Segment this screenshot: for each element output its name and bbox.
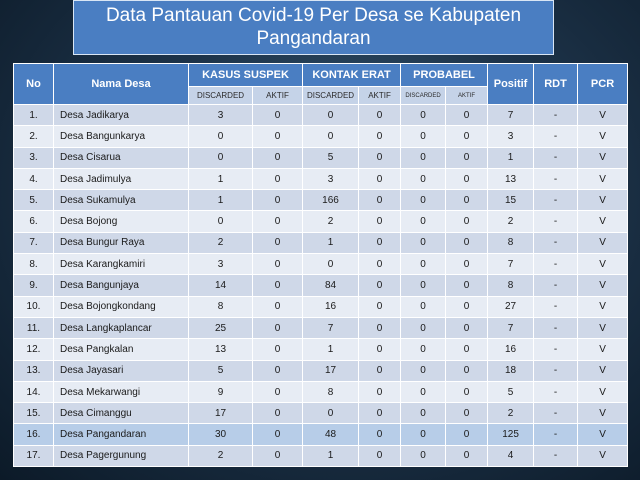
header-probabel: PROBABEL: [401, 64, 488, 87]
cell-positif: 16: [488, 339, 534, 360]
cell-kontak-erat-aktif: 0: [359, 126, 401, 147]
cell-no: 1.: [14, 105, 54, 126]
cell-probabel-aktif: 0: [446, 360, 488, 381]
cell-kasus-suspek-aktif: 0: [253, 339, 303, 360]
cell-pcr: V: [578, 211, 628, 232]
cell-pcr: V: [578, 232, 628, 253]
cell-kontak-erat-discarded: 1: [303, 339, 359, 360]
subheader-discarded: DISCARDED: [189, 87, 253, 105]
cell-rdt: -: [534, 424, 578, 445]
cell-kontak-erat-discarded: 5: [303, 147, 359, 168]
cell-positif: 5: [488, 381, 534, 402]
cell-probabel-aktif: 0: [446, 105, 488, 126]
cell-positif: 27: [488, 296, 534, 317]
cell-rdt: -: [534, 232, 578, 253]
cell-probabel-discarded: 0: [401, 147, 446, 168]
cell-no: 8.: [14, 254, 54, 275]
table-row: [14, 232, 628, 253]
cell-probabel-discarded: 0: [401, 168, 446, 189]
cell-kasus-suspek-aktif: 0: [253, 445, 303, 466]
cell-kasus-suspek-discarded: 2: [189, 232, 253, 253]
cell-positif: 125: [488, 424, 534, 445]
cell-kontak-erat-aktif: 0: [359, 445, 401, 466]
cell-kasus-suspek-discarded: 14: [189, 275, 253, 296]
cell-no: 5.: [14, 190, 54, 211]
cell-no: 14.: [14, 381, 54, 402]
subheader-discarded: DISCARDED: [401, 87, 446, 105]
cell-kontak-erat-discarded: 0: [303, 403, 359, 424]
cell-pcr: V: [578, 147, 628, 168]
table-row: [14, 339, 628, 360]
cell-rdt: -: [534, 339, 578, 360]
cell-probabel-aktif: 0: [446, 168, 488, 189]
cell-kontak-erat-aktif: 0: [359, 424, 401, 445]
cell-kasus-suspek-discarded: 1: [189, 168, 253, 189]
cell-rdt: -: [534, 126, 578, 147]
cell-nama-desa: Desa Karangkamiri: [54, 254, 189, 275]
cell-kasus-suspek-aktif: 0: [253, 360, 303, 381]
cell-rdt: -: [534, 360, 578, 381]
cell-no: 2.: [14, 126, 54, 147]
cell-kontak-erat-discarded: 0: [303, 126, 359, 147]
cell-kontak-erat-aktif: 0: [359, 317, 401, 338]
cell-no: 4.: [14, 168, 54, 189]
cell-probabel-discarded: 0: [401, 126, 446, 147]
cell-kasus-suspek-aktif: 0: [253, 254, 303, 275]
cell-kasus-suspek-discarded: 0: [189, 126, 253, 147]
header-no: No: [14, 64, 54, 105]
page-title: [73, 0, 554, 55]
table-row: [14, 445, 628, 466]
cell-nama-desa: Desa Bungur Raya: [54, 232, 189, 253]
cell-probabel-discarded: 0: [401, 275, 446, 296]
cell-nama-desa: Desa Bojongkondang: [54, 296, 189, 317]
cell-no: 13.: [14, 360, 54, 381]
cell-pcr: V: [578, 254, 628, 275]
cell-probabel-discarded: 0: [401, 232, 446, 253]
cell-positif: 3: [488, 126, 534, 147]
cell-rdt: -: [534, 317, 578, 338]
cell-kontak-erat-aktif: 0: [359, 232, 401, 253]
cell-probabel-discarded: 0: [401, 403, 446, 424]
cell-pcr: V: [578, 424, 628, 445]
cell-no: 12.: [14, 339, 54, 360]
cell-kasus-suspek-aktif: 0: [253, 211, 303, 232]
cell-probabel-discarded: 0: [401, 211, 446, 232]
table-row: [14, 147, 628, 168]
cell-kasus-suspek-aktif: 0: [253, 168, 303, 189]
cell-kasus-suspek-aktif: 0: [253, 105, 303, 126]
cell-rdt: -: [534, 190, 578, 211]
cell-positif: 8: [488, 232, 534, 253]
table-row: [14, 105, 628, 126]
header-kasus-suspek: KASUS SUSPEK: [189, 64, 303, 87]
cell-probabel-aktif: 0: [446, 211, 488, 232]
table-row: [14, 403, 628, 424]
table-row: [14, 381, 628, 402]
cell-no: 9.: [14, 275, 54, 296]
cell-nama-desa: Desa Jadikarya: [54, 105, 189, 126]
cell-kontak-erat-discarded: 2: [303, 211, 359, 232]
cell-probabel-aktif: 0: [446, 381, 488, 402]
cell-kasus-suspek-aktif: 0: [253, 147, 303, 168]
cell-nama-desa: Desa Pangkalan: [54, 339, 189, 360]
cell-no: 6.: [14, 211, 54, 232]
table-row: [14, 211, 628, 232]
cell-rdt: -: [534, 296, 578, 317]
cell-pcr: V: [578, 403, 628, 424]
cell-kasus-suspek-aktif: 0: [253, 424, 303, 445]
table-row: [14, 126, 628, 147]
cell-kontak-erat-aktif: 0: [359, 147, 401, 168]
cell-kontak-erat-discarded: 0: [303, 254, 359, 275]
cell-kontak-erat-discarded: 8: [303, 381, 359, 402]
cell-rdt: -: [534, 275, 578, 296]
cell-kontak-erat-aktif: 0: [359, 275, 401, 296]
table-row: [14, 317, 628, 338]
cell-kontak-erat-aktif: 0: [359, 339, 401, 360]
cell-rdt: -: [534, 254, 578, 275]
cell-rdt: -: [534, 445, 578, 466]
cell-kasus-suspek-discarded: 5: [189, 360, 253, 381]
cell-kasus-suspek-discarded: 8: [189, 296, 253, 317]
cell-kontak-erat-discarded: 17: [303, 360, 359, 381]
cell-kontak-erat-discarded: 0: [303, 105, 359, 126]
cell-kasus-suspek-aktif: 0: [253, 296, 303, 317]
cell-probabel-aktif: 0: [446, 147, 488, 168]
cell-pcr: V: [578, 275, 628, 296]
header-nama-desa: Nama Desa: [54, 64, 189, 105]
cell-positif: 2: [488, 403, 534, 424]
cell-kasus-suspek-discarded: 17: [189, 403, 253, 424]
table-row: [14, 254, 628, 275]
cell-pcr: V: [578, 105, 628, 126]
cell-kontak-erat-discarded: 7: [303, 317, 359, 338]
cell-pcr: V: [578, 381, 628, 402]
cell-rdt: -: [534, 381, 578, 402]
cell-probabel-discarded: 0: [401, 339, 446, 360]
cell-kontak-erat-discarded: 3: [303, 168, 359, 189]
subheader-aktif: AKTIF: [253, 87, 303, 105]
cell-pcr: V: [578, 445, 628, 466]
cell-no: 16.: [14, 424, 54, 445]
cell-pcr: V: [578, 339, 628, 360]
cell-kasus-suspek-discarded: 0: [189, 147, 253, 168]
cell-nama-desa: Desa Jadimulya: [54, 168, 189, 189]
cell-pcr: V: [578, 190, 628, 211]
cell-nama-desa: Desa Sukamulya: [54, 190, 189, 211]
cell-kontak-erat-discarded: 84: [303, 275, 359, 296]
cell-probabel-discarded: 0: [401, 317, 446, 338]
header-positif: Positif: [488, 64, 534, 105]
cell-probabel-aktif: 0: [446, 317, 488, 338]
cell-rdt: -: [534, 147, 578, 168]
cell-nama-desa: Desa Pagergunung: [54, 445, 189, 466]
cell-rdt: -: [534, 168, 578, 189]
cell-pcr: V: [578, 168, 628, 189]
cell-nama-desa: Desa Bojong: [54, 211, 189, 232]
cell-kontak-erat-discarded: 1: [303, 445, 359, 466]
cell-nama-desa: Desa Cisarua: [54, 147, 189, 168]
cell-positif: 7: [488, 254, 534, 275]
cell-kontak-erat-aktif: 0: [359, 254, 401, 275]
cell-kasus-suspek-discarded: 9: [189, 381, 253, 402]
table-row: [14, 275, 628, 296]
cell-nama-desa: Desa Mekarwangi: [54, 381, 189, 402]
header-rdt: RDT: [534, 64, 578, 105]
cell-nama-desa: Desa Cimanggu: [54, 403, 189, 424]
cell-kontak-erat-aktif: 0: [359, 403, 401, 424]
subheader-aktif: AKTIF: [446, 87, 488, 105]
cell-kasus-suspek-aktif: 0: [253, 126, 303, 147]
cell-probabel-aktif: 0: [446, 190, 488, 211]
cell-kasus-suspek-aktif: 0: [253, 232, 303, 253]
cell-kontak-erat-discarded: 1: [303, 232, 359, 253]
cell-positif: 18: [488, 360, 534, 381]
cell-no: 10.: [14, 296, 54, 317]
table-row: [14, 424, 628, 445]
cell-probabel-discarded: 0: [401, 254, 446, 275]
cell-kontak-erat-discarded: 16: [303, 296, 359, 317]
header-pcr: PCR: [578, 64, 628, 105]
cell-pcr: V: [578, 317, 628, 338]
cell-positif: 15: [488, 190, 534, 211]
cell-nama-desa: Desa Pangandaran: [54, 424, 189, 445]
cell-probabel-discarded: 0: [401, 190, 446, 211]
cell-pcr: V: [578, 296, 628, 317]
cell-probabel-discarded: 0: [401, 381, 446, 402]
table-row: [14, 168, 628, 189]
cell-positif: 1: [488, 147, 534, 168]
cell-kasus-suspek-discarded: 13: [189, 339, 253, 360]
cell-probabel-aktif: 0: [446, 254, 488, 275]
cell-kontak-erat-discarded: 166: [303, 190, 359, 211]
subheader-aktif: AKTIF: [359, 87, 401, 105]
cell-kasus-suspek-aktif: 0: [253, 403, 303, 424]
cell-kontak-erat-aktif: 0: [359, 168, 401, 189]
cell-pcr: V: [578, 360, 628, 381]
cell-no: 15.: [14, 403, 54, 424]
cell-positif: 7: [488, 105, 534, 126]
table-row: [14, 296, 628, 317]
cell-kasus-suspek-aktif: 0: [253, 317, 303, 338]
cell-kasus-suspek-discarded: 1: [189, 190, 253, 211]
cell-nama-desa: Desa Bangunkarya: [54, 126, 189, 147]
cell-kasus-suspek-aktif: 0: [253, 275, 303, 296]
cell-probabel-discarded: 0: [401, 296, 446, 317]
table-row: [14, 190, 628, 211]
cell-positif: 2: [488, 211, 534, 232]
cell-nama-desa: Desa Langkaplancar: [54, 317, 189, 338]
subheader-discarded: DISCARDED: [303, 87, 359, 105]
cell-rdt: -: [534, 403, 578, 424]
cell-kasus-suspek-discarded: 2: [189, 445, 253, 466]
cell-kasus-suspek-discarded: 3: [189, 105, 253, 126]
cell-rdt: -: [534, 105, 578, 126]
cell-probabel-discarded: 0: [401, 445, 446, 466]
cell-kasus-suspek-discarded: 3: [189, 254, 253, 275]
cell-probabel-aktif: 0: [446, 424, 488, 445]
table-body: [14, 105, 628, 467]
cell-probabel-aktif: 0: [446, 445, 488, 466]
cell-positif: 7: [488, 317, 534, 338]
cell-probabel-aktif: 0: [446, 232, 488, 253]
cell-kontak-erat-discarded: 48: [303, 424, 359, 445]
cell-positif: 4: [488, 445, 534, 466]
cell-kasus-suspek-discarded: 0: [189, 211, 253, 232]
cell-no: 17.: [14, 445, 54, 466]
cell-kontak-erat-aktif: 0: [359, 360, 401, 381]
cell-probabel-aktif: 0: [446, 275, 488, 296]
cell-kasus-suspek-discarded: 30: [189, 424, 253, 445]
cell-probabel-discarded: 0: [401, 424, 446, 445]
table-row: [14, 360, 628, 381]
cell-kontak-erat-aktif: 0: [359, 381, 401, 402]
cell-nama-desa: Desa Bangunjaya: [54, 275, 189, 296]
cell-kontak-erat-aktif: 0: [359, 190, 401, 211]
covid-data-table: [13, 63, 628, 467]
cell-kontak-erat-aktif: 0: [359, 211, 401, 232]
cell-positif: 13: [488, 168, 534, 189]
cell-positif: 8: [488, 275, 534, 296]
cell-kasus-suspek-aktif: 0: [253, 381, 303, 402]
cell-kasus-suspek-aktif: 0: [253, 190, 303, 211]
cell-probabel-aktif: 0: [446, 296, 488, 317]
cell-no: 11.: [14, 317, 54, 338]
cell-probabel-discarded: 0: [401, 360, 446, 381]
cell-kasus-suspek-discarded: 25: [189, 317, 253, 338]
cell-kontak-erat-aktif: 0: [359, 105, 401, 126]
cell-probabel-aktif: 0: [446, 126, 488, 147]
cell-probabel-aktif: 0: [446, 339, 488, 360]
cell-no: 3.: [14, 147, 54, 168]
cell-pcr: V: [578, 126, 628, 147]
header-kontak-erat: KONTAK ERAT: [303, 64, 401, 87]
cell-probabel-discarded: 0: [401, 105, 446, 126]
cell-rdt: -: [534, 211, 578, 232]
cell-nama-desa: Desa Jayasari: [54, 360, 189, 381]
cell-kontak-erat-aktif: 0: [359, 296, 401, 317]
cell-probabel-aktif: 0: [446, 403, 488, 424]
title-line-2: Pangandaran: [256, 28, 371, 49]
cell-no: 7.: [14, 232, 54, 253]
title-line-1: Data Pantauan Covid-19 Per Desa se Kabupaten: [105, 5, 522, 26]
